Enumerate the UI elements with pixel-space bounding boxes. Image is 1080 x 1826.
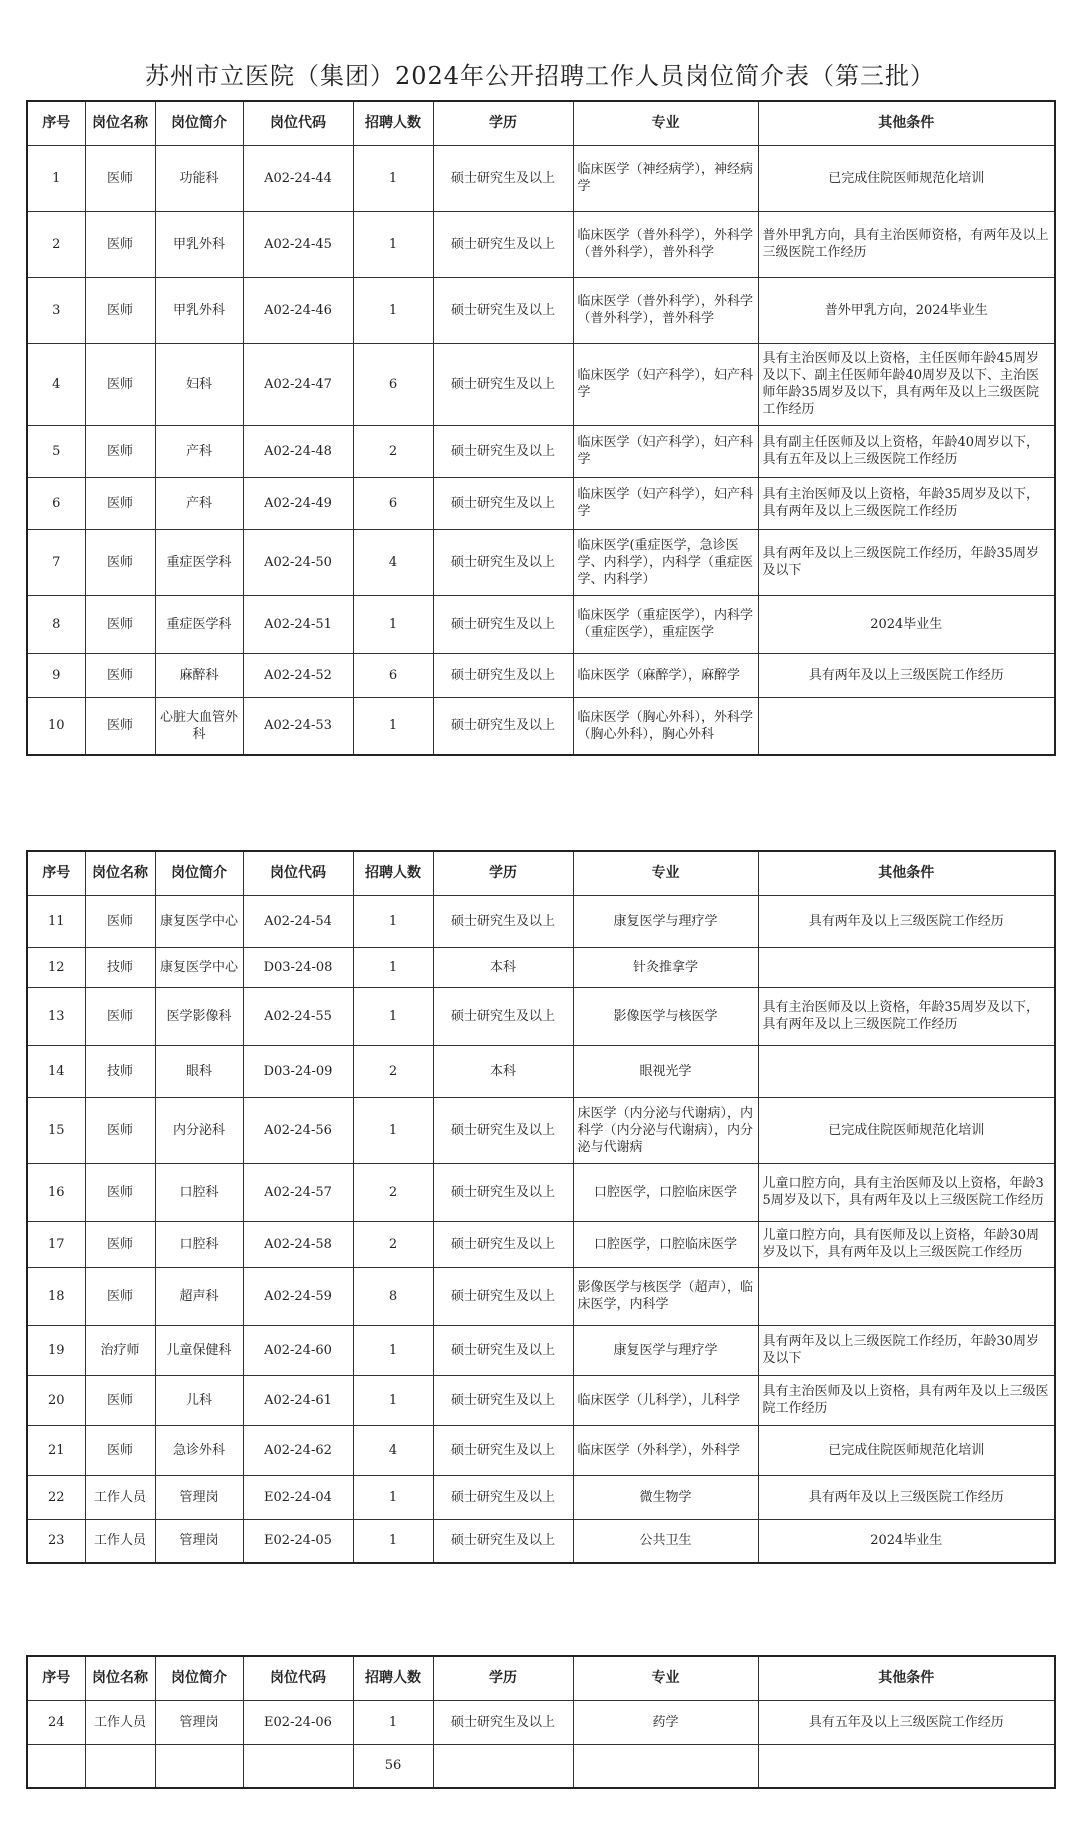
cell-major: 临床医学（普外科学），外科学（普外科学），普外科学 [573, 211, 758, 277]
cell-code: A02-24-52 [243, 653, 353, 697]
table-row [27, 1045, 1055, 1097]
cell-other: 2024毕业生 [758, 595, 1055, 653]
table-header-row [27, 101, 1055, 145]
cell-seq: 13 [27, 987, 85, 1045]
cell-other: 普外甲乳方向，具有主治医师资格，有两年及以上三级医院工作经历 [758, 211, 1055, 277]
cell-edu: 硕士研究生及以上 [433, 653, 573, 697]
cell-title: 技师 [85, 947, 155, 987]
cell-seq: 20 [27, 1375, 85, 1425]
column-header-dept: 岗位简介 [155, 851, 243, 895]
cell-title: 医师 [85, 895, 155, 947]
cell-major: 临床医学（麻醉学），麻醉学 [573, 653, 758, 697]
cell-major: 临床医学(重症医学，急诊医学、内科学），内科学（重症医学、内科学） [573, 529, 758, 595]
cell-major: 临床医学（儿科学），儿科学 [573, 1375, 758, 1425]
cell-title: 医师 [85, 987, 155, 1045]
cell-count: 4 [353, 1425, 433, 1475]
cell-seq: 14 [27, 1045, 85, 1097]
cell-dept: 超声科 [155, 1267, 243, 1325]
column-header-code: 岗位代码 [243, 851, 353, 895]
table-row [27, 211, 1055, 277]
cell-other: 具有两年及以上三级医院工作经历 [758, 653, 1055, 697]
cell-seq: 8 [27, 595, 85, 653]
cell-seq: 4 [27, 343, 85, 425]
cell-title: 医师 [85, 697, 155, 755]
cell-other: 具有主治医师及以上资格，具有两年及以上三级医院工作经历 [758, 1375, 1055, 1425]
cell-edu: 硕士研究生及以上 [433, 1519, 573, 1563]
cell-edu: 硕士研究生及以上 [433, 1097, 573, 1163]
cell-dept: 管理岗 [155, 1519, 243, 1563]
cell-seq: 3 [27, 277, 85, 343]
column-header-other: 其他条件 [758, 101, 1055, 145]
cell-edu: 硕士研究生及以上 [433, 211, 573, 277]
table-row [27, 947, 1055, 987]
table-row [27, 1375, 1055, 1425]
cell-other: 已完成住院医师规范化培训 [758, 1425, 1055, 1475]
cell-title: 医师 [85, 1375, 155, 1425]
cell-count: 1 [353, 595, 433, 653]
cell-dept: 产科 [155, 425, 243, 477]
cell-dept: 康复医学中心 [155, 947, 243, 987]
cell-dept: 儿科 [155, 1375, 243, 1425]
cell-title: 治疗师 [85, 1325, 155, 1375]
cell-code: A02-24-46 [243, 277, 353, 343]
cell-edu: 硕士研究生及以上 [433, 343, 573, 425]
column-header-count: 招聘人数 [353, 851, 433, 895]
cell-edu: 硕士研究生及以上 [433, 1221, 573, 1267]
positions-table-3 [26, 1655, 1056, 1789]
cell-count: 2 [353, 425, 433, 477]
cell-edu: 硕士研究生及以上 [433, 529, 573, 595]
cell-dept: 急诊外科 [155, 1425, 243, 1475]
cell-code: A02-24-57 [243, 1163, 353, 1221]
cell-major: 临床医学（外科学），外科学 [573, 1425, 758, 1475]
cell-count: 1 [353, 697, 433, 755]
cell-seq: 12 [27, 947, 85, 987]
cell-dept: 口腔科 [155, 1163, 243, 1221]
cell-title: 医师 [85, 477, 155, 529]
cell-major: 药学 [573, 1700, 758, 1744]
column-header-edu: 学历 [433, 1656, 573, 1700]
cell-other: 具有两年及以上三级医院工作经历，年龄30周岁及以下 [758, 1325, 1055, 1375]
column-header-seq: 序号 [27, 101, 85, 145]
cell-count: 6 [353, 343, 433, 425]
cell-code: A02-24-59 [243, 1267, 353, 1325]
column-header-dept: 岗位简介 [155, 1656, 243, 1700]
cell-title: 医师 [85, 145, 155, 211]
cell-title: 医师 [85, 1163, 155, 1221]
column-header-count: 招聘人数 [353, 101, 433, 145]
cell-title: 医师 [85, 1097, 155, 1163]
table-row [27, 1325, 1055, 1375]
cell-seq: 5 [27, 425, 85, 477]
cell-other [758, 1045, 1055, 1097]
table-row [27, 1700, 1055, 1744]
cell-edu: 硕士研究生及以上 [433, 595, 573, 653]
column-header-major: 专业 [573, 851, 758, 895]
cell-major: 临床医学（胸心外科），外科学（胸心外科），胸心外科 [573, 697, 758, 755]
column-header-edu: 学历 [433, 851, 573, 895]
cell-seq: 11 [27, 895, 85, 947]
cell-count: 1 [353, 145, 433, 211]
cell-dept: 儿童保健科 [155, 1325, 243, 1375]
column-header-code: 岗位代码 [243, 101, 353, 145]
cell-other: 普外甲乳方向，2024毕业生 [758, 277, 1055, 343]
cell-count: 56 [353, 1744, 433, 1788]
cell-major: 康复医学与理疗学 [573, 895, 758, 947]
cell-dept [155, 1744, 243, 1788]
cell-title: 工作人员 [85, 1475, 155, 1519]
cell-edu: 硕士研究生及以上 [433, 1475, 573, 1519]
cell-edu: 硕士研究生及以上 [433, 425, 573, 477]
cell-title: 技师 [85, 1045, 155, 1097]
cell-code: A02-24-45 [243, 211, 353, 277]
cell-dept: 重症医学科 [155, 595, 243, 653]
cell-title: 医师 [85, 211, 155, 277]
cell-seq: 2 [27, 211, 85, 277]
cell-dept: 甲乳外科 [155, 211, 243, 277]
cell-seq: 24 [27, 1700, 85, 1744]
table-row [27, 277, 1055, 343]
cell-count: 1 [353, 1097, 433, 1163]
cell-edu: 硕士研究生及以上 [433, 1375, 573, 1425]
cell-code: A02-24-58 [243, 1221, 353, 1267]
cell-major: 临床医学（妇产科学），妇产科学 [573, 425, 758, 477]
cell-dept: 口腔科 [155, 1221, 243, 1267]
cell-seq: 10 [27, 697, 85, 755]
cell-count: 2 [353, 1221, 433, 1267]
cell-dept: 麻醉科 [155, 653, 243, 697]
column-header-other: 其他条件 [758, 1656, 1055, 1700]
cell-count: 4 [353, 529, 433, 595]
page-title: 苏州市立医院（集团）2024年公开招聘工作人员岗位简介表（第三批） [144, 62, 936, 90]
cell-edu: 硕士研究生及以上 [433, 277, 573, 343]
cell-edu: 硕士研究生及以上 [433, 477, 573, 529]
cell-code: A02-24-48 [243, 425, 353, 477]
cell-seq: 1 [27, 145, 85, 211]
cell-major: 临床医学（妇产科学），妇产科学 [573, 477, 758, 529]
cell-code: A02-24-60 [243, 1325, 353, 1375]
cell-edu: 硕士研究生及以上 [433, 987, 573, 1045]
cell-major: 临床医学（重症医学），内科学（重症医学），重症医学 [573, 595, 758, 653]
cell-seq: 23 [27, 1519, 85, 1563]
positions-table-1 [26, 100, 1056, 756]
cell-edu: 硕士研究生及以上 [433, 1325, 573, 1375]
table-row [27, 595, 1055, 653]
cell-dept: 管理岗 [155, 1700, 243, 1744]
cell-edu: 硕士研究生及以上 [433, 697, 573, 755]
table-row [27, 1519, 1055, 1563]
positions-table-2 [26, 850, 1056, 1564]
cell-count: 1 [353, 1519, 433, 1563]
cell-edu [433, 1744, 573, 1788]
cell-count: 1 [353, 211, 433, 277]
cell-code: A02-24-56 [243, 1097, 353, 1163]
cell-seq: 21 [27, 1425, 85, 1475]
cell-count: 2 [353, 1163, 433, 1221]
table-row [27, 1744, 1055, 1788]
cell-edu: 硕士研究生及以上 [433, 1700, 573, 1744]
cell-dept: 心脏大血管外科 [155, 697, 243, 755]
cell-count: 6 [353, 653, 433, 697]
cell-edu: 本科 [433, 947, 573, 987]
table-row [27, 343, 1055, 425]
cell-major: 针灸推拿学 [573, 947, 758, 987]
cell-other [758, 947, 1055, 987]
cell-major: 口腔医学，口腔临床医学 [573, 1221, 758, 1267]
cell-count: 2 [353, 1045, 433, 1097]
cell-major: 临床医学（妇产科学），妇产科学 [573, 343, 758, 425]
column-header-major: 专业 [573, 101, 758, 145]
cell-seq: 6 [27, 477, 85, 529]
cell-count: 8 [353, 1267, 433, 1325]
cell-seq: 22 [27, 1475, 85, 1519]
cell-count: 1 [353, 1375, 433, 1425]
cell-title: 医师 [85, 425, 155, 477]
cell-title: 医师 [85, 1221, 155, 1267]
cell-code: E02-24-04 [243, 1475, 353, 1519]
cell-code: A02-24-51 [243, 595, 353, 653]
cell-seq [27, 1744, 85, 1788]
cell-code: E02-24-05 [243, 1519, 353, 1563]
column-header-title: 岗位名称 [85, 1656, 155, 1700]
cell-code: D03-24-09 [243, 1045, 353, 1097]
cell-code [243, 1744, 353, 1788]
cell-code: A02-24-47 [243, 343, 353, 425]
table-row [27, 1425, 1055, 1475]
cell-other [758, 1744, 1055, 1788]
cell-edu: 硕士研究生及以上 [433, 1267, 573, 1325]
table-row [27, 425, 1055, 477]
table-row [27, 895, 1055, 947]
cell-seq: 7 [27, 529, 85, 595]
cell-dept: 管理岗 [155, 1475, 243, 1519]
table-row [27, 1097, 1055, 1163]
cell-seq: 15 [27, 1097, 85, 1163]
cell-other: 具有两年及以上三级医院工作经历，年龄35周岁及以下 [758, 529, 1055, 595]
cell-count: 1 [353, 895, 433, 947]
cell-major: 临床医学（神经病学），神经病学 [573, 145, 758, 211]
cell-edu: 硕士研究生及以上 [433, 895, 573, 947]
cell-other: 儿童口腔方向，具有主治医师及以上资格，年龄35周岁及以下，具有两年及以上三级医院工作经历 [758, 1163, 1055, 1221]
cell-dept: 医学影像科 [155, 987, 243, 1045]
column-header-seq: 序号 [27, 1656, 85, 1700]
cell-count: 1 [353, 277, 433, 343]
cell-count: 1 [353, 1325, 433, 1375]
table-row [27, 697, 1055, 755]
cell-dept: 康复医学中心 [155, 895, 243, 947]
cell-count: 1 [353, 1475, 433, 1519]
cell-title: 工作人员 [85, 1700, 155, 1744]
table-header-row [27, 851, 1055, 895]
cell-dept: 内分泌科 [155, 1097, 243, 1163]
cell-code: A02-24-62 [243, 1425, 353, 1475]
cell-dept: 甲乳外科 [155, 277, 243, 343]
cell-other: 已完成住院医师规范化培训 [758, 1097, 1055, 1163]
cell-title: 医师 [85, 1425, 155, 1475]
cell-code: A02-24-49 [243, 477, 353, 529]
cell-seq: 18 [27, 1267, 85, 1325]
cell-other: 具有主治医师及以上资格，主任医师年龄45周岁及以下、副主任医师年龄40周岁及以下、主治医师年龄35周岁及以下，具有两年及以上三级医院工作经历 [758, 343, 1055, 425]
cell-dept: 产科 [155, 477, 243, 529]
cell-code: A02-24-54 [243, 895, 353, 947]
cell-other: 2024毕业生 [758, 1519, 1055, 1563]
column-header-count: 招聘人数 [353, 1656, 433, 1700]
column-header-major: 专业 [573, 1656, 758, 1700]
cell-major: 临床医学（普外科学），外科学（普外科学），普外科学 [573, 277, 758, 343]
cell-title: 医师 [85, 653, 155, 697]
cell-seq: 16 [27, 1163, 85, 1221]
cell-seq: 19 [27, 1325, 85, 1375]
cell-count: 6 [353, 477, 433, 529]
cell-title: 医师 [85, 343, 155, 425]
cell-edu: 本科 [433, 1045, 573, 1097]
cell-code: A02-24-50 [243, 529, 353, 595]
cell-other [758, 1267, 1055, 1325]
cell-code: E02-24-06 [243, 1700, 353, 1744]
cell-other: 具有副主任医师及以上资格，年龄40周岁以下，具有五年及以上三级医院工作经历 [758, 425, 1055, 477]
cell-dept: 重症医学科 [155, 529, 243, 595]
cell-edu: 硕士研究生及以上 [433, 145, 573, 211]
table-row [27, 529, 1055, 595]
cell-code: A02-24-61 [243, 1375, 353, 1425]
table-row [27, 477, 1055, 529]
cell-major: 影像医学与核医学（超声），临床医学，内科学 [573, 1267, 758, 1325]
cell-code: A02-24-55 [243, 987, 353, 1045]
cell-major: 影像医学与核医学 [573, 987, 758, 1045]
cell-major [573, 1744, 758, 1788]
cell-code: A02-24-44 [243, 145, 353, 211]
cell-major: 公共卫生 [573, 1519, 758, 1563]
cell-other: 具有主治医师及以上资格，年龄35周岁及以下，具有两年及以上三级医院工作经历 [758, 987, 1055, 1045]
table-row [27, 145, 1055, 211]
table-row [27, 1475, 1055, 1519]
cell-major: 微生物学 [573, 1475, 758, 1519]
column-header-code: 岗位代码 [243, 1656, 353, 1700]
column-header-title: 岗位名称 [85, 101, 155, 145]
cell-major: 康复医学与理疗学 [573, 1325, 758, 1375]
table-row [27, 987, 1055, 1045]
cell-count: 1 [353, 1700, 433, 1744]
cell-count: 1 [353, 987, 433, 1045]
cell-other: 具有两年及以上三级医院工作经历 [758, 895, 1055, 947]
column-header-dept: 岗位简介 [155, 101, 243, 145]
cell-edu: 硕士研究生及以上 [433, 1163, 573, 1221]
cell-other: 具有两年及以上三级医院工作经历 [758, 1475, 1055, 1519]
cell-seq: 17 [27, 1221, 85, 1267]
cell-code: A02-24-53 [243, 697, 353, 755]
cell-title: 医师 [85, 529, 155, 595]
table-row [27, 1267, 1055, 1325]
cell-other: 已完成住院医师规范化培训 [758, 145, 1055, 211]
column-header-edu: 学历 [433, 101, 573, 145]
table-header-row [27, 1656, 1055, 1700]
cell-major: 眼视光学 [573, 1045, 758, 1097]
cell-major: 床医学（内分泌与代谢病），内科学（内分泌与代谢病），内分泌与代谢病 [573, 1097, 758, 1163]
cell-dept: 妇科 [155, 343, 243, 425]
column-header-other: 其他条件 [758, 851, 1055, 895]
cell-title: 医师 [85, 277, 155, 343]
cell-dept: 功能科 [155, 145, 243, 211]
cell-title: 工作人员 [85, 1519, 155, 1563]
cell-title: 医师 [85, 1267, 155, 1325]
cell-title: 医师 [85, 595, 155, 653]
cell-other: 儿童口腔方向，具有医师及以上资格，年龄30周岁及以下，具有两年及以上三级医院工作经历 [758, 1221, 1055, 1267]
cell-other [758, 697, 1055, 755]
table-row [27, 1221, 1055, 1267]
column-header-title: 岗位名称 [85, 851, 155, 895]
table-row [27, 653, 1055, 697]
table-row [27, 1163, 1055, 1221]
cell-seq: 9 [27, 653, 85, 697]
cell-dept: 眼科 [155, 1045, 243, 1097]
cell-count: 1 [353, 947, 433, 987]
cell-title [85, 1744, 155, 1788]
cell-code: D03-24-08 [243, 947, 353, 987]
cell-other: 具有五年及以上三级医院工作经历 [758, 1700, 1055, 1744]
cell-edu: 硕士研究生及以上 [433, 1425, 573, 1475]
column-header-seq: 序号 [27, 851, 85, 895]
cell-other: 具有主治医师及以上资格，年龄35周岁及以下，具有两年及以上三级医院工作经历 [758, 477, 1055, 529]
cell-major: 口腔医学，口腔临床医学 [573, 1163, 758, 1221]
